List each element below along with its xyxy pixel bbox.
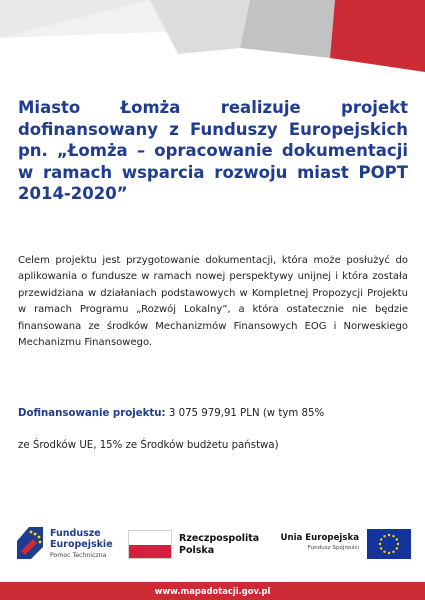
funding-label: Dofinansowanie projektu: xyxy=(18,408,166,419)
fe-logo-line1: Fundusze xyxy=(50,528,101,539)
ue-logo-line2: Fundusz Spójności xyxy=(307,545,359,551)
eu-star-icon xyxy=(392,551,394,553)
project-description: Celem projektu jest przygotowanie dokumentacji, która może posłużyć do aplikowania o fundusze w ramach nowej perspektywy unijnej i która została przewidziana w działaniach podstawowych w Kompletnej Propozycji Projektu w ramach Programu „Rozwój Lokalny”, a która ostatecznie nie będzie finansowana ze środków Mechanizmów Finansowych EOG i Norweskiego Mechanizmu Finansowego. xyxy=(18,255,408,349)
top-decoration-graphic xyxy=(0,0,425,80)
fundusze-europejskie-logo xyxy=(13,525,135,565)
project-headline: Miasto Łomża realizuje projekt dofinansowany z Funduszy Europejskich pn. „Łomża – opracowanie dokumentacji w ramach wsparcia rozwoju miast POPT 2014-2020” xyxy=(18,98,408,203)
fundusze-europejskie-mark-icon xyxy=(13,525,47,561)
eu-star-icon xyxy=(388,552,390,554)
eu-star-icon xyxy=(380,538,382,540)
funding-info xyxy=(18,398,410,462)
rzeczpospolita-polska-logo xyxy=(128,530,258,560)
eu-star-icon xyxy=(396,547,398,549)
polish-flag-icon xyxy=(128,530,172,559)
eu-star-icon xyxy=(380,547,382,549)
rp-logo-line2: Polska xyxy=(179,545,215,556)
fe-logo-line2: Europejskie xyxy=(50,539,113,550)
unia-europejska-logo xyxy=(276,529,411,559)
eu-star-icon xyxy=(379,543,381,545)
eu-star-icon xyxy=(396,538,398,540)
fe-logo-line3: Pomoc Techniczna xyxy=(50,552,107,559)
eu-star-icon xyxy=(383,551,385,553)
eu-flag-icon xyxy=(367,529,411,559)
footer-url-link[interactable]: www.mapadotacji.gov.pl xyxy=(154,586,271,596)
eu-star-icon xyxy=(392,535,394,537)
footer-bar xyxy=(0,582,425,600)
funding-amount: 3 075 979,91 PLN (w tym 85% xyxy=(165,408,325,419)
eu-star-icon xyxy=(388,534,390,536)
funding-detail: ze Środków UE, 15% ze Środków budżetu państwa) xyxy=(18,440,279,451)
eu-star-icon xyxy=(397,543,399,545)
ue-logo-line1: Unia Europejska xyxy=(280,533,359,543)
rp-logo-line1: Rzeczpospolita xyxy=(179,533,260,544)
eu-star-icon xyxy=(383,535,385,537)
